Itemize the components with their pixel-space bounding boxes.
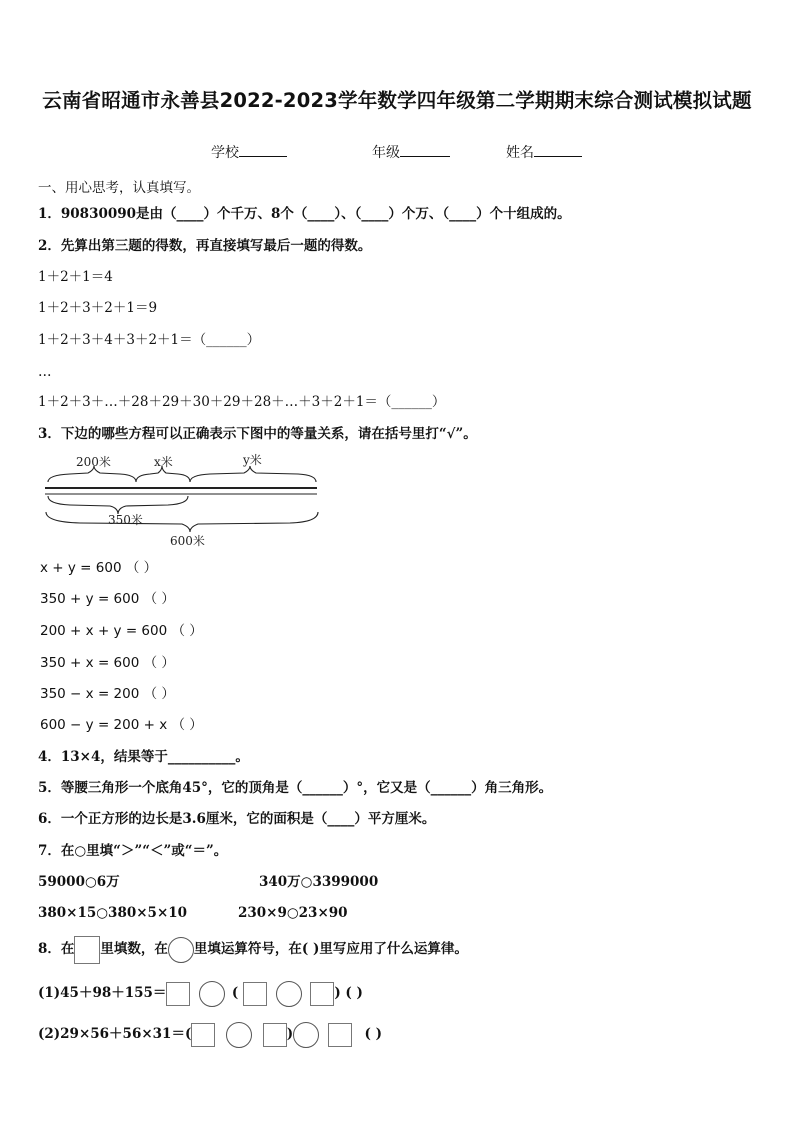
part-2-circle-1[interactable]: [226, 1022, 252, 1048]
part-2-box-2[interactable]: [263, 1023, 287, 1047]
part-1-box-2[interactable]: [243, 982, 267, 1006]
question-2-line-1: 1＋2＋1＝4: [38, 269, 113, 285]
part-1-paren-close: ): [334, 985, 341, 1001]
grade-blank[interactable]: [400, 142, 450, 157]
section-heading: 一、用心思考，认真填写。: [38, 180, 200, 196]
question-3-stem: 3．下边的哪些方程可以正确表示下图中的等量关系，请在括号里打“√”。: [38, 426, 477, 442]
part-1-law-blank[interactable]: ( ): [345, 985, 363, 1001]
option-4[interactable]: 350 + x = 600 （ ）: [40, 655, 175, 671]
school-label: 学校: [211, 145, 239, 161]
name-blank[interactable]: [534, 142, 582, 157]
question-7-stem: 7．在○里填“＞”“＜”或“＝”。: [38, 843, 228, 859]
part-2-box-1[interactable]: [191, 1023, 215, 1047]
question-6: 6．一个正方形的边长是3.6厘米，它的面积是（____）平方厘米。: [38, 811, 436, 827]
part-2-box-3[interactable]: [328, 1023, 352, 1047]
part-1-circle-2[interactable]: [276, 981, 302, 1007]
question-4: 4．13×4，结果等于__________。: [38, 749, 249, 765]
compare-b: 340万○3399000: [259, 874, 379, 890]
option-6[interactable]: 600 − y = 200 + x （ ）: [40, 717, 203, 733]
name-label: 姓名: [506, 145, 534, 161]
compare-c: 380×15○380×5×10: [38, 905, 188, 921]
operator-circle-sample: [168, 937, 194, 963]
option-1[interactable]: x + y = 600 （ ）: [40, 560, 158, 576]
school-blank[interactable]: [239, 142, 287, 157]
compare-a: 59000○6万: [38, 874, 120, 890]
part-1-expression: (1)45＋98＋155＝: [38, 985, 167, 1001]
part-1-box-3[interactable]: [310, 982, 334, 1006]
question-2-line-5: 1＋2＋3＋…＋28＋29＋30＋29＋28＋…＋3＋2＋1＝（______）: [38, 394, 446, 410]
number-box-sample: [74, 936, 100, 964]
name-field[interactable]: [506, 142, 582, 160]
diagram-label-x: x米: [154, 455, 173, 469]
part-1-circle-1[interactable]: [199, 981, 225, 1007]
diagram-label-y: y米: [243, 453, 262, 467]
part-2-expression: (2)29×56＋56×31＝(: [38, 1026, 192, 1042]
question-8-text-b: 里填数，在: [100, 941, 168, 957]
question-2-ellipsis: …: [38, 364, 52, 380]
question-2-line-2: 1＋2＋3＋2＋1＝9: [38, 300, 158, 316]
question-8-text-c: 里填运算符号，在( )里写应用了什么运算律。: [193, 941, 468, 957]
part-2-paren-close: ): [286, 1026, 294, 1042]
option-2[interactable]: 350 + y = 600 （ ）: [40, 591, 175, 607]
question-8-stem: [38, 935, 468, 964]
diagram-label-200: 200米: [76, 455, 111, 469]
question-8-text-a: 8．在: [38, 941, 75, 957]
part-1-box-1[interactable]: [166, 982, 190, 1006]
page-title: 云南省昭通市永善县2022-2023学年数学四年级第二学期期末综合测试模拟试题: [42, 89, 752, 112]
part-2-law-blank[interactable]: ( ): [364, 1026, 383, 1042]
option-5[interactable]: 350 − x = 200 （ ）: [40, 686, 175, 702]
diagram-label-600: 600米: [170, 534, 205, 548]
diagram-label-350: 350米: [108, 513, 143, 527]
question-5: 5．等腰三角形一个底角45°，它的顶角是（______）°，它又是（______）角三角形。: [38, 780, 553, 796]
compare-d: 230×9○23×90: [238, 905, 348, 921]
part-2-circle-2[interactable]: [293, 1022, 319, 1048]
question-8-part-2: [38, 1020, 382, 1048]
part-1-paren-open: (: [231, 985, 239, 1001]
option-3[interactable]: 200 + x + y = 600 （ ）: [40, 623, 203, 639]
grade-field[interactable]: [372, 142, 450, 160]
segment-diagram: [40, 452, 325, 552]
question-2-line-3: 1＋2＋3＋4＋3＋2＋1＝（______）: [38, 332, 261, 348]
question-2-stem: 2．先算出第三题的得数，再直接填写最后一题的得数。: [38, 238, 372, 254]
question-1: 1．90830090是由（____）个千万、8个（____）、（____）个万、（____）个十组成的。: [38, 206, 571, 222]
grade-label: 年级: [372, 145, 400, 161]
question-8-part-1: [38, 979, 363, 1007]
school-field[interactable]: [211, 142, 287, 160]
